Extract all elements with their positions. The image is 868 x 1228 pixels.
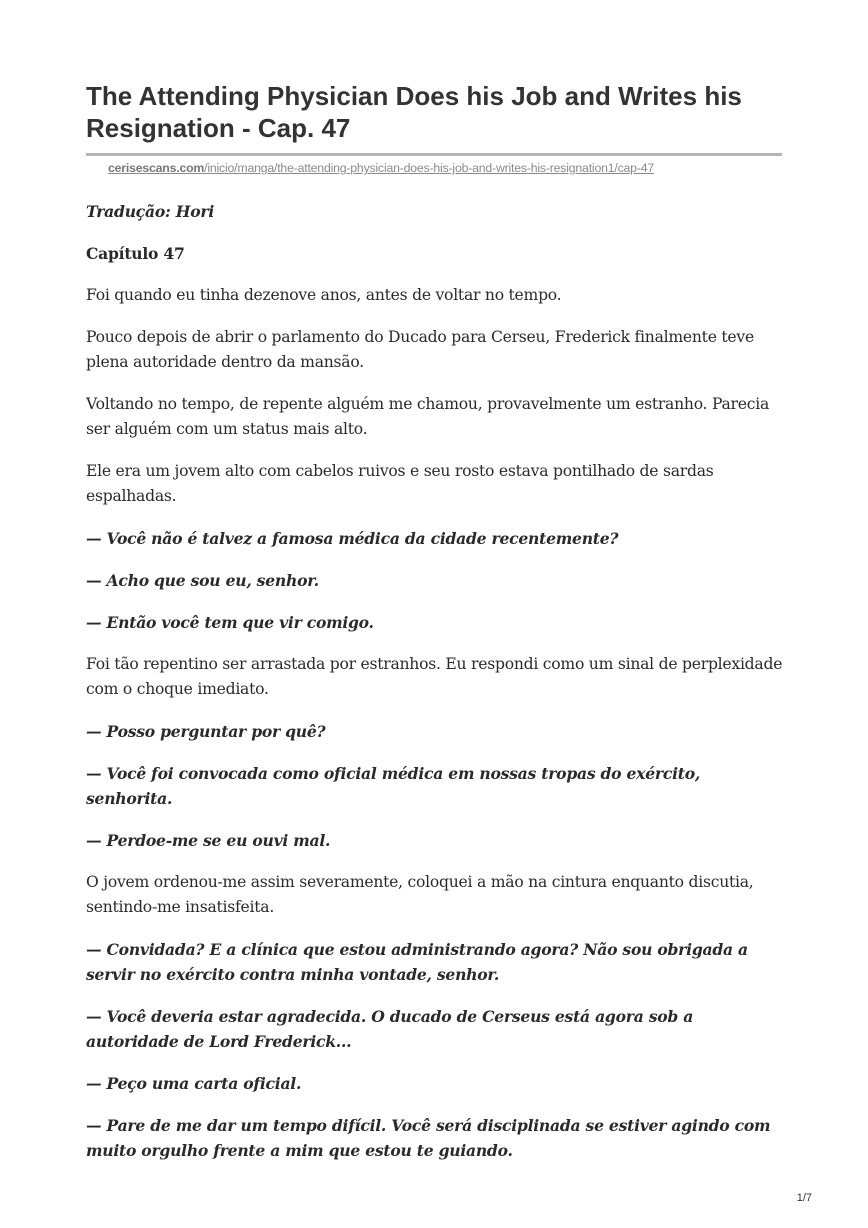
dialogue-line: — Acho que sou eu, senhor. [86,571,319,590]
dialogue-line: — Peço uma carta oficial. [86,1074,302,1093]
dialogue-line: — Convidada? E a clínica que estou administrando agora? Não sou obrigada a servir no exército contra minha vontade, senhor. [86,940,748,984]
dialogue-line: — Então você tem que vir comigo. [86,613,374,632]
source-link-path: /inicio/manga/the-attending-physician-does-his-job-and-writes-his-resignation1/cap-47 [204,161,654,175]
paragraph: Foi quando eu tinha dezenove anos, antes de voltar no tempo. [86,286,562,304]
source-link[interactable] [108,161,654,175]
paragraph: Ele era um jovem alto com cabelos ruivos e seu rosto estava pontilhado de sardas espalhadas. [86,462,714,505]
paragraph: Pouco depois de abrir o parlamento do Ducado para Cerseu, Frederick finalmente teve plena autoridade dentro da mansão. [86,328,754,371]
title-divider [86,153,782,156]
dialogue-line: — Você deveria estar agradecida. O ducado de Cerseus está agora sob a autoridade de Lord Frederick... [86,1007,694,1051]
dialogue-line: — Você foi convocada como oficial médica em nossas tropas do exército, senhorita. [86,764,701,808]
page-number: 1/7 [796,1192,812,1204]
paragraph: O jovem ordenou-me assim severamente, coloquei a mão na cintura enquanto discutia, sentindo-me insatisfeita. [86,873,754,916]
dialogue-line: — Posso perguntar por quê? [86,722,326,741]
paragraph: Foi tão repentino ser arrastada por estranhos. Eu respondi como um sinal de perplexidade com o choque imediato. [86,655,783,698]
dialogue-line: — Pare de me dar um tempo difícil. Você será disciplinada se estiver agindo com muito orgulho frente a mim que estou te guiando. [86,1116,771,1160]
translator-credit: Tradução: Hori [86,202,214,221]
chapter-heading: Capítulo 47 [86,244,185,263]
source-link-domain: cerisescans.com [108,161,205,175]
paragraph: Voltando no tempo, de repente alguém me chamou, provavelmente um estranho. Parecia ser alguém com um status mais alto. [86,395,770,438]
dialogue-line: — Você não é talvez a famosa médica da cidade recentemente? [86,529,619,548]
article-body [86,199,786,1180]
page-title: The Attending Physician Does his Job and Writes his Resignation - Cap. 47 [86,81,742,143]
dialogue-line: — Perdoe-me se eu ouvi mal. [86,831,331,850]
